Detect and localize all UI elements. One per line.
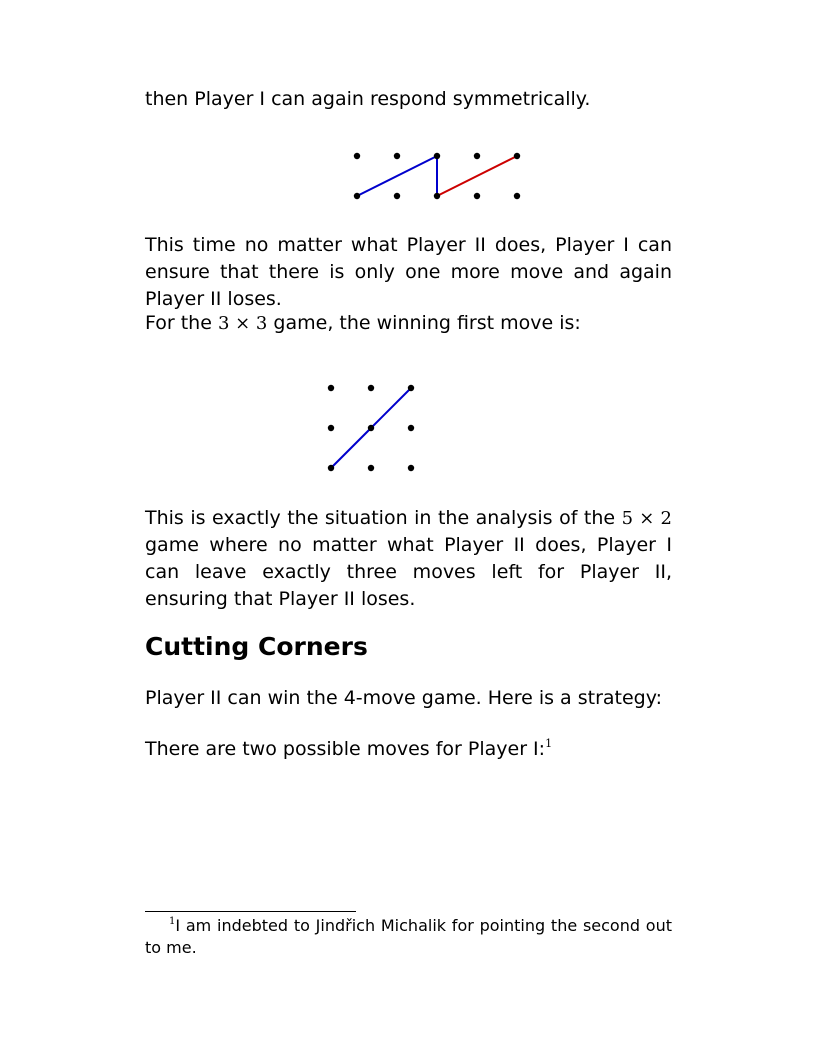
- move-line-1-segment-2: [371, 388, 411, 428]
- grid-dot-3-0: [474, 153, 480, 159]
- grid-dot-1-2: [368, 465, 374, 471]
- grid-dot-2-1: [434, 193, 440, 199]
- math-5x2: 5 × 2: [621, 508, 673, 529]
- paragraph-two-moves: [145, 736, 672, 763]
- paragraph-text: Player II can win the 4-move game. Here is a strategy:: [145, 687, 662, 709]
- grid-dot-1-0: [368, 385, 374, 391]
- paragraph-text: This is exactly the situation in the analysis of the: [145, 507, 622, 529]
- paragraph-text: game where no matter what Player II does, Player I can leave exactly three moves left for Player II, ensuring that Player II loses.: [145, 534, 672, 610]
- move-line-2-segment-1: [437, 156, 517, 196]
- grid-dot-4-1: [514, 193, 520, 199]
- footnote-rule: [145, 911, 356, 912]
- grid-dot-0-0: [354, 153, 360, 159]
- paragraph-5x2-analysis: [145, 505, 672, 613]
- grid-dot-0-1: [354, 193, 360, 199]
- paragraph-text: then Player I can again respond symmetrically.: [145, 88, 591, 110]
- grid-dot-2-1: [408, 425, 414, 431]
- grid-dot-0-0: [328, 385, 334, 391]
- paragraph-text: game, the winning first move is:: [267, 312, 581, 334]
- math-3x3: 3 × 3: [217, 313, 268, 334]
- paragraph-text: For the: [145, 312, 218, 334]
- footnote-mark: 1: [169, 916, 176, 927]
- grid-dot-0-1: [328, 425, 334, 431]
- footnote: [145, 915, 672, 959]
- dot-grid-3x3-diagram: [0, 300, 816, 500]
- grid-dot-1-0: [394, 153, 400, 159]
- grid-dot-0-2: [328, 465, 334, 471]
- footnote-reference: 1: [545, 737, 553, 750]
- grid-dot-4-0: [514, 153, 520, 159]
- grid-dot-2-2: [408, 465, 414, 471]
- grid-dot-1-1: [394, 193, 400, 199]
- grid-dot-1-1: [368, 425, 374, 431]
- paragraph-text: There are two possible moves for Player I:: [145, 738, 546, 760]
- dot-grid-5x2-diagram: [0, 0, 816, 260]
- move-line-1-segment-1: [331, 428, 371, 468]
- footnote-text: I am indebted to Jindřich Michalik for pointing the second out to me.: [145, 916, 672, 957]
- grid-dot-2-0: [434, 153, 440, 159]
- paragraph-4-move-game: [145, 685, 672, 712]
- grid-dot-2-0: [408, 385, 414, 391]
- grid-dot-3-1: [474, 193, 480, 199]
- section-heading: Cutting Corners: [145, 632, 368, 661]
- move-line-1-segment-1: [357, 156, 437, 196]
- paragraph-text: This time no matter what Player II does, Player I can ensure that there is only one more move and again Player II loses.: [145, 234, 672, 310]
